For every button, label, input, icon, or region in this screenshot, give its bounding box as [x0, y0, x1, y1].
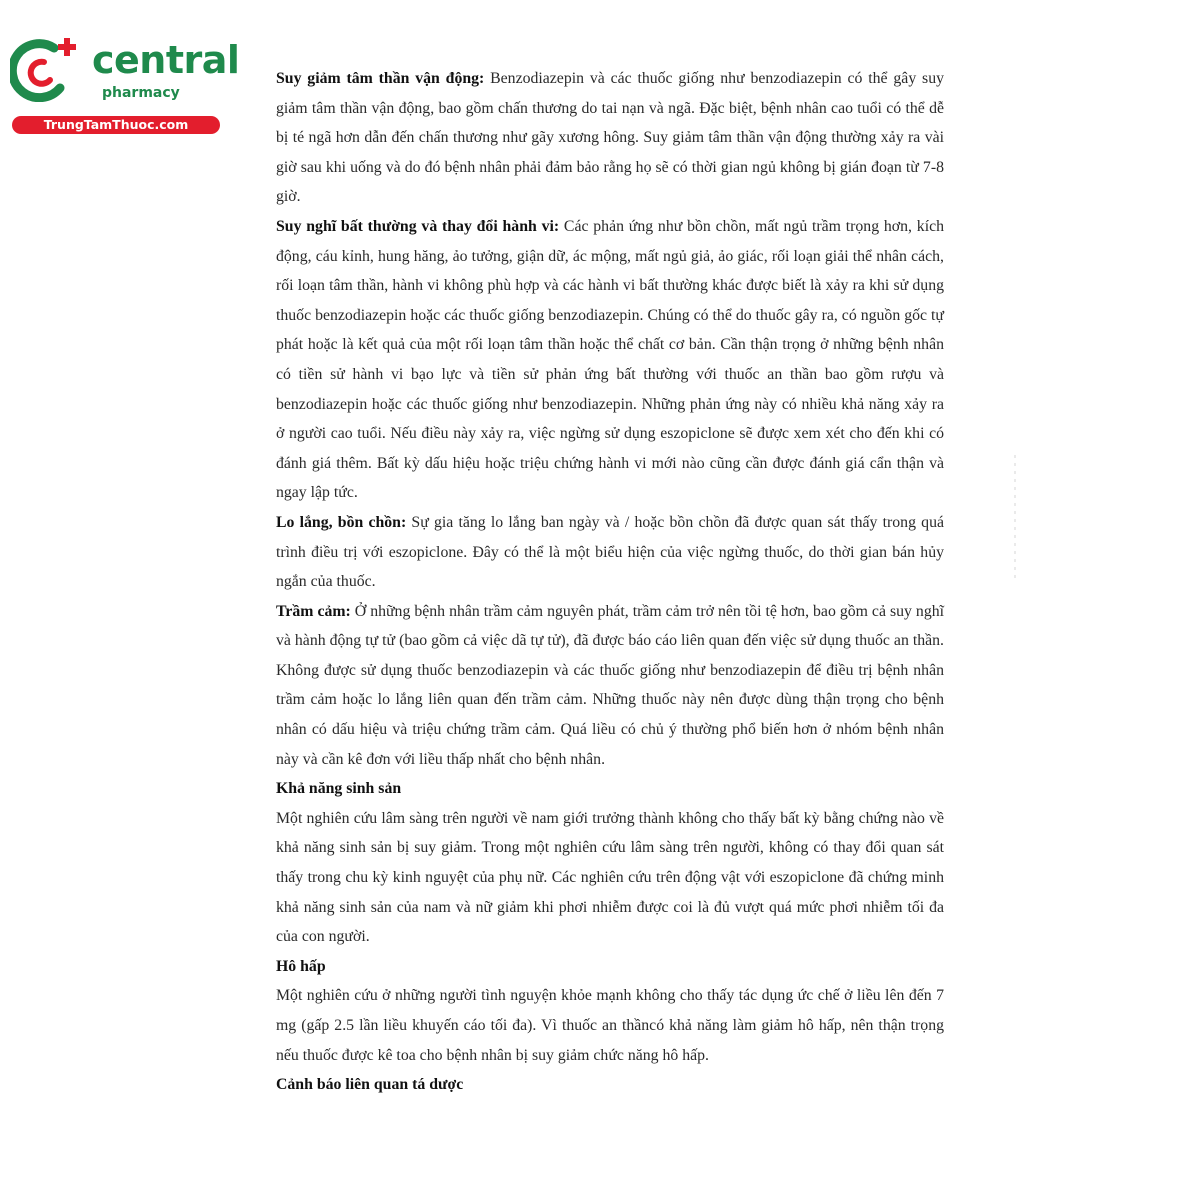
section-text: Ở những bệnh nhân trầm cảm nguyên phát, trầm cảm trở nên tồi tệ hơn, bao gồm cả suy nghĩ và hành động tự tử (bao gồm cả việc dã tự tử), đã được báo cáo liên quan đến việc sử dụng thuốc an thần. Không được sử dụng thuốc benzodiazepin và các thuốc giống như benzodiazepin để điều trị bệnh nhân trầm cảm hoặc lo lắng liên quan đến trầm cảm. Những thuốc này nên được dùng thận trọng cho bệnh nhân có dấu hiệu và triệu chứng trầm cảm. Quá liều có chủ ý thường phổ biến hơn ở nhóm bệnh nhân này và cần kê đơn với liều thấp nhất cho bệnh nhân. [276, 602, 945, 768]
section-text: Sự gia tăng lo lắng ban ngày và / hoặc bồn chồn đã được quan sát thấy trong quá trình điều trị với eszopiclone. Đây có thể là một biểu hiện của việc ngừng thuốc, do thời gian bán hủy ngắn của thuốc. [276, 513, 944, 591]
paragraph-fertility: Một nghiên cứu lâm sàng trên người về nam giới trưởng thành không cho thấy bất kỳ bằng chứng nào về khả năng sinh sản bị suy giảm. Trong một nghiên cứu lâm sàng trên người, không có thay đổi quan sát thấy trong chu kỳ kinh nguyệt của phụ nữ. Các nghiên cứu trên động vật với eszopiclone đã chứng minh khả năng sinh sản của nam và nữ giảm khi phơi nhiễm được coi là đủ vượt quá mức phơi nhiễm tối đa của con người. [276, 809, 944, 946]
website-banner[interactable]: TrungTamThuoc.com [12, 116, 220, 134]
section-behavior [276, 212, 944, 508]
section-depression [276, 597, 944, 775]
heading-fertility: Khả năng sinh sản [276, 780, 402, 798]
heading-excipient-warning: Cảnh báo liên quan tá dược [276, 1076, 464, 1094]
section-psychomotor [276, 64, 944, 212]
document-body [276, 64, 944, 1100]
brand-subtitle: pharmacy [102, 85, 180, 101]
heading-respiration: Hô hấp [276, 957, 326, 975]
section-heading: Lo lắng, bồn chồn: [276, 513, 407, 531]
central-pharmacy-logo-icon [10, 36, 82, 102]
section-heading: Suy giảm tâm thần vận động: [276, 70, 485, 87]
paragraph-respiration: Một nghiên cứu ở những người tình nguyện khỏe mạnh không cho thấy tác dụng ức chế ở liều lên đến 7 mg (gấp 2.5 lần liều khuyến cáo tối đa). Vì thuốc an thầncó khả năng làm giảm hô hấp, nên thận trọng nếu thuốc được kê toa cho bệnh nhân bị suy giảm chức năng hô hấp. [276, 987, 944, 1064]
brand-logo[interactable] [10, 36, 240, 136]
brand-name: central [92, 38, 240, 82]
section-heading: Suy nghĩ bất thường và thay đổi hành vi: [276, 217, 560, 235]
section-anxiety [276, 508, 944, 597]
section-text: Benzodiazepin và các thuốc giống như benzodiazepin có thể gây suy giảm tâm thần vận động, bao gồm chấn thương do tai nạn và ngã. Đặc biệt, bệnh nhân cao tuổi có thể dễ bị té ngã hơn dẫn đến chấn thương như gãy xương hông. Suy giảm tâm thần vận động thường xảy ra vài giờ sau khi uống và do đó bệnh nhân phải đảm bảo rằng họ sẽ có thời gian ngủ không bị gián đoạn từ 7-8 giờ. [276, 70, 944, 206]
section-text: Các phản ứng như bồn chồn, mất ngủ trầm trọng hơn, kích động, cáu kỉnh, hung hăng, ảo tưởng, giận dữ, ác mộng, mất ngủ giả, ảo giác, rối loạn giải thể nhân cách, rối loạn tâm thần, hành vi không phù hợp và các hành vi bất thường khác được biết là xảy ra khi sử dụng thuốc benzodiazepin hoặc các thuốc giống benzodiazepin. Chúng có thể do thuốc gây ra, có nguồn gốc tự phát hoặc là kết quả của một rối loạn tâm thần hoặc thể chất cơ bản. Cần thận trọng ở những bệnh nhân có tiền sử hành vi bạo lực và tiền sử phản ứng bất thường với thuốc an thần bao gồm rượu và benzodiazepin hoặc các thuốc giống như benzodiazepin. Những phản ứng này có nhiều khả năng xảy ra ở người cao tuổi. Nếu điều này xảy ra, việc ngừng sử dụng eszopiclone sẽ được xem xét cho đến khi có đánh giá thêm. Bất kỳ dấu hiệu hoặc triệu chứng hành vi mới nào cũng cần được đánh giá cẩn thận và ngay lập tức. [276, 217, 944, 502]
section-heading: Trầm cảm: [276, 602, 351, 620]
scan-mark [1014, 455, 1016, 580]
